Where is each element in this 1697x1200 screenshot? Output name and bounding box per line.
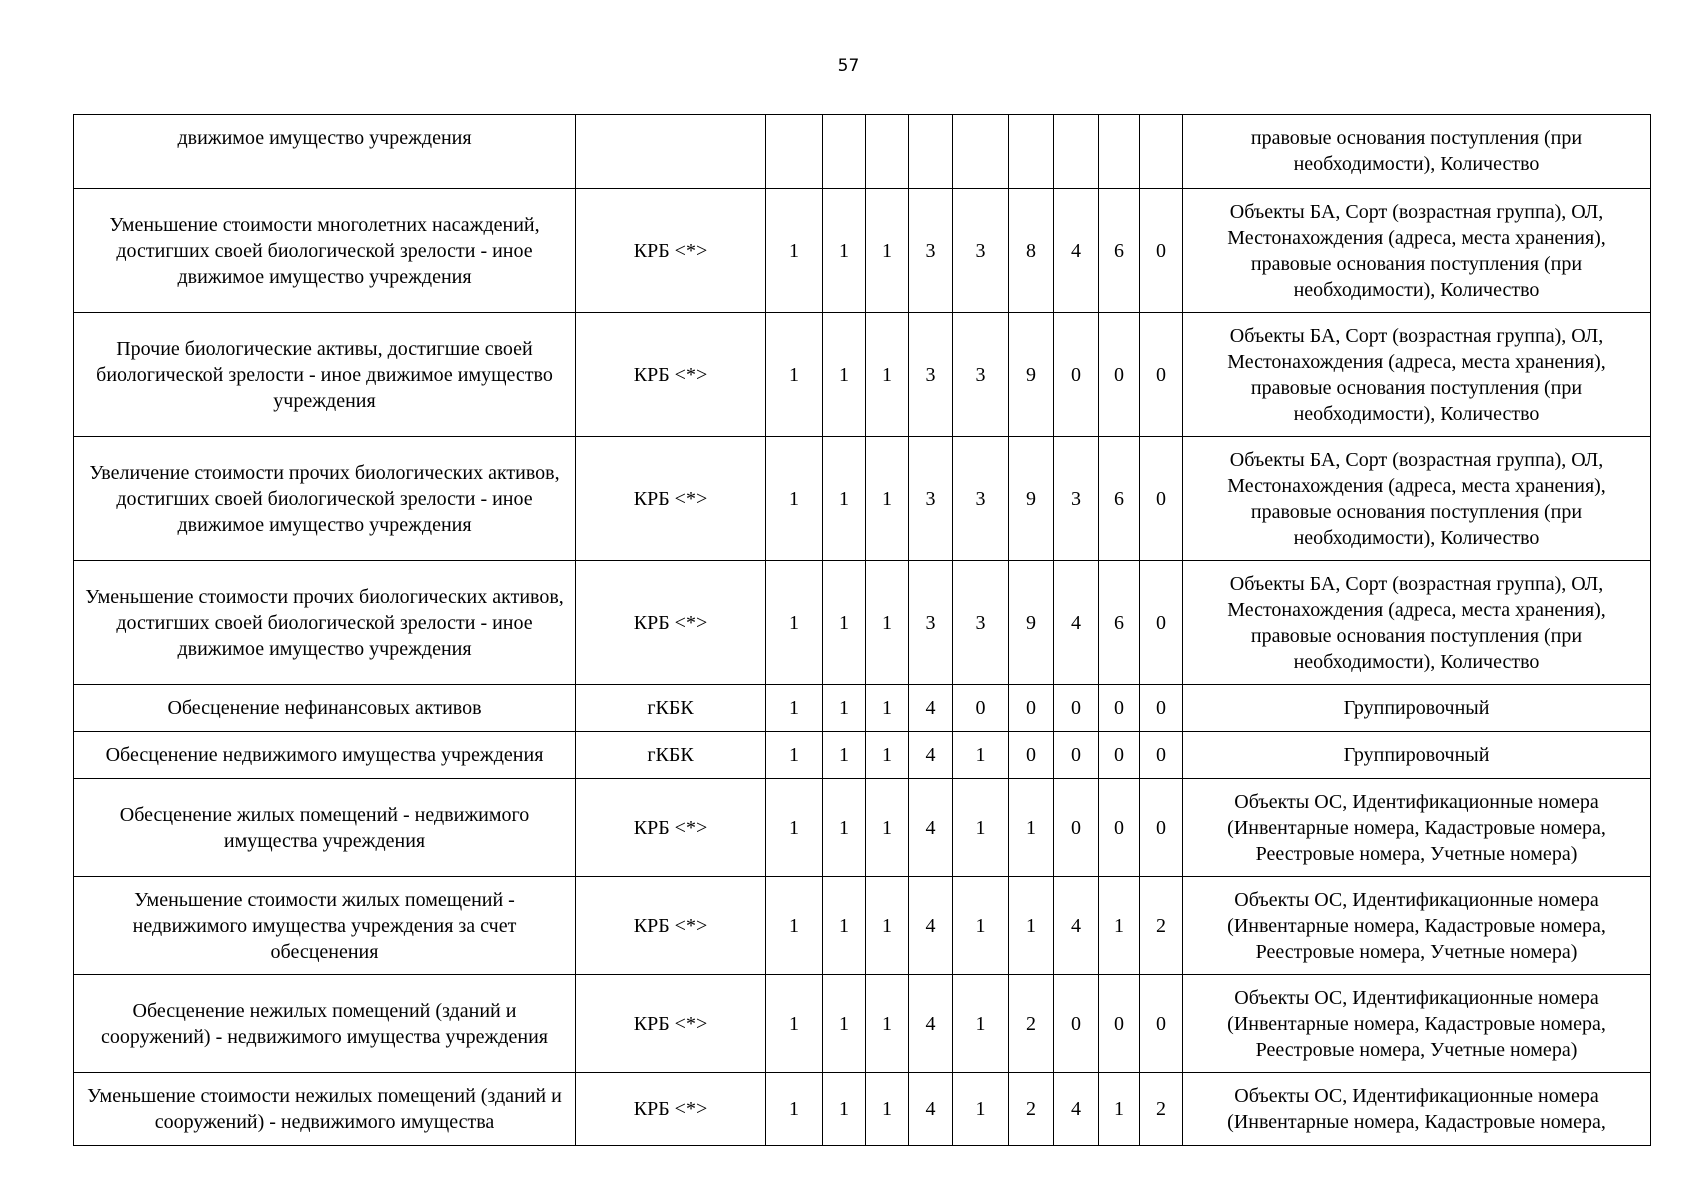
account-name-cell: Прочие биологические активы, достигшие своей биологической зрелости - иное движимое имущество учреждения: [74, 313, 576, 437]
table-body: [74, 115, 1651, 1146]
account-digit-cell: 0: [1099, 975, 1140, 1073]
account-digit-cell: 1: [823, 189, 866, 313]
account-digit-cell: 1: [1009, 779, 1054, 877]
account-digit-cell: 1: [766, 189, 823, 313]
account-name-cell: Обесценение жилых помещений - недвижимого имущества учреждения: [74, 779, 576, 877]
table-row: [74, 313, 1651, 437]
account-digit-cell: 1: [823, 1073, 866, 1146]
account-digit-cell: [909, 115, 953, 189]
account-digit-cell: 0: [1099, 732, 1140, 779]
account-digit-cell: 3: [953, 189, 1009, 313]
account-digit-cell: 4: [909, 732, 953, 779]
account-digit-cell: 0: [1009, 685, 1054, 732]
account-name-cell: Увеличение стоимости прочих биологических активов, достигших своей биологической зрелости - иное движимое имущество учреждения: [74, 437, 576, 561]
account-digit-cell: 9: [1009, 437, 1054, 561]
analytics-cell: Группировочный: [1183, 732, 1651, 779]
account-digit-cell: 1: [866, 313, 909, 437]
account-name-cell: Уменьшение стоимости многолетних насаждений, достигших своей биологической зрелости - иное движимое имущество учреждения: [74, 189, 576, 313]
account-digit-cell: [1099, 115, 1140, 189]
account-digit-cell: 1: [823, 313, 866, 437]
account-digit-cell: 1: [766, 561, 823, 685]
account-digit-cell: 1: [953, 779, 1009, 877]
account-digit-cell: [1009, 115, 1054, 189]
account-type-cell: КРБ <*>: [576, 975, 766, 1073]
account-digit-cell: 0: [1140, 561, 1183, 685]
account-digit-cell: 0: [1054, 732, 1099, 779]
account-digit-cell: 1: [823, 561, 866, 685]
account-digit-cell: 4: [1054, 1073, 1099, 1146]
account-digit-cell: 1: [823, 685, 866, 732]
table-row: [74, 877, 1651, 975]
account-digit-cell: 6: [1099, 437, 1140, 561]
account-type-cell: КРБ <*>: [576, 313, 766, 437]
account-digit-cell: 3: [953, 313, 1009, 437]
account-digit-cell: 1: [823, 975, 866, 1073]
account-digit-cell: 0: [1140, 779, 1183, 877]
account-digit-cell: 4: [1054, 877, 1099, 975]
account-type-cell: КРБ <*>: [576, 779, 766, 877]
table-row: [74, 779, 1651, 877]
account-digit-cell: 1: [953, 975, 1009, 1073]
account-digit-cell: 0: [1140, 685, 1183, 732]
account-digit-cell: 3: [953, 561, 1009, 685]
account-digit-cell: 0: [1099, 685, 1140, 732]
analytics-cell: правовые основания поступления (при необходимости), Количество: [1183, 115, 1651, 189]
account-digit-cell: 2: [1140, 877, 1183, 975]
account-digit-cell: 3: [1054, 437, 1099, 561]
account-digit-cell: [1054, 115, 1099, 189]
account-digit-cell: 0: [1099, 779, 1140, 877]
account-digit-cell: 4: [909, 877, 953, 975]
account-digit-cell: 0: [1054, 685, 1099, 732]
account-digit-cell: 2: [1009, 1073, 1054, 1146]
account-name-cell: Обесценение недвижимого имущества учреждения: [74, 732, 576, 779]
account-digit-cell: 4: [909, 779, 953, 877]
account-name-cell: движимое имущество учреждения: [74, 115, 576, 189]
page-number: 57: [837, 56, 860, 76]
account-digit-cell: [766, 115, 823, 189]
account-digit-cell: 1: [1099, 1073, 1140, 1146]
account-digit-cell: 2: [1009, 975, 1054, 1073]
account-digit-cell: 0: [1140, 437, 1183, 561]
account-type-cell: КРБ <*>: [576, 1073, 766, 1146]
account-name-cell: Уменьшение стоимости жилых помещений - недвижимого имущества учреждения за счет обесценения: [74, 877, 576, 975]
account-digit-cell: 1: [1099, 877, 1140, 975]
account-digit-cell: 0: [1054, 313, 1099, 437]
account-digit-cell: 0: [1009, 732, 1054, 779]
analytics-cell: Объекты ОС, Идентификационные номера (Инвентарные номера, Кадастровые номера, Реестровые номера, Учетные номера): [1183, 877, 1651, 975]
account-digit-cell: 0: [1099, 313, 1140, 437]
account-digit-cell: 1: [766, 732, 823, 779]
account-digit-cell: 6: [1099, 189, 1140, 313]
analytics-cell: Объекты БА, Сорт (возрастная группа), ОЛ, Местонахождения (адреса, места хранения), правовые основания поступления (при необходимости), Количество: [1183, 313, 1651, 437]
account-digit-cell: 0: [1140, 313, 1183, 437]
account-digit-cell: 4: [909, 685, 953, 732]
account-digit-cell: 1: [823, 437, 866, 561]
account-digit-cell: 3: [909, 437, 953, 561]
account-digit-cell: 1: [866, 975, 909, 1073]
account-type-cell: КРБ <*>: [576, 877, 766, 975]
table-row: [74, 437, 1651, 561]
account-digit-cell: 1: [866, 1073, 909, 1146]
analytics-cell: Группировочный: [1183, 685, 1651, 732]
analytics-cell: Объекты БА, Сорт (возрастная группа), ОЛ, Местонахождения (адреса, места хранения), правовые основания поступления (при необходимости), Количество: [1183, 437, 1651, 561]
account-type-cell: гКБК: [576, 685, 766, 732]
table-row: [74, 1073, 1651, 1146]
account-digit-cell: 3: [909, 561, 953, 685]
account-digit-cell: 1: [866, 437, 909, 561]
account-digit-cell: 1: [766, 437, 823, 561]
account-digit-cell: 4: [909, 1073, 953, 1146]
account-digit-cell: 1: [823, 732, 866, 779]
table-row: [74, 975, 1651, 1073]
account-digit-cell: 1: [766, 1073, 823, 1146]
account-digit-cell: 8: [1009, 189, 1054, 313]
account-digit-cell: 1: [953, 1073, 1009, 1146]
account-type-cell: КРБ <*>: [576, 189, 766, 313]
account-digit-cell: 1: [866, 189, 909, 313]
account-digit-cell: 1: [953, 877, 1009, 975]
account-digit-cell: 1: [866, 779, 909, 877]
account-digit-cell: 4: [1054, 561, 1099, 685]
account-digit-cell: 2: [1140, 1073, 1183, 1146]
account-digit-cell: 9: [1009, 313, 1054, 437]
account-digit-cell: 1: [766, 779, 823, 877]
account-digit-cell: 1: [866, 732, 909, 779]
account-digit-cell: 1: [766, 975, 823, 1073]
account-digit-cell: 1: [823, 877, 866, 975]
account-digit-cell: 1: [823, 779, 866, 877]
table-row: [74, 115, 1651, 189]
account-digit-cell: 0: [953, 685, 1009, 732]
account-digit-cell: 0: [1140, 189, 1183, 313]
account-digit-cell: 6: [1099, 561, 1140, 685]
account-digit-cell: [866, 115, 909, 189]
analytics-cell: Объекты ОС, Идентификационные номера (Инвентарные номера, Кадастровые номера, Реестровые номера, Учетные номера): [1183, 779, 1651, 877]
analytics-cell: Объекты ОС, Идентификационные номера (Инвентарные номера, Кадастровые номера,: [1183, 1073, 1651, 1146]
account-name-cell: Уменьшение стоимости нежилых помещений (зданий и сооружений) - недвижимого имущества: [74, 1073, 576, 1146]
account-type-cell: гКБК: [576, 732, 766, 779]
account-name-cell: Уменьшение стоимости прочих биологических активов, достигших своей биологической зрелости - иное движимое имущество учреждения: [74, 561, 576, 685]
account-digit-cell: 1: [953, 732, 1009, 779]
account-digit-cell: 3: [909, 313, 953, 437]
account-digit-cell: 1: [766, 685, 823, 732]
analytics-cell: Объекты БА, Сорт (возрастная группа), ОЛ, Местонахождения (адреса, места хранения), правовые основания поступления (при необходимости), Количество: [1183, 561, 1651, 685]
account-type-cell: КРБ <*>: [576, 561, 766, 685]
table-row: [74, 732, 1651, 779]
account-digit-cell: [953, 115, 1009, 189]
analytics-cell: Объекты БА, Сорт (возрастная группа), ОЛ, Местонахождения (адреса, места хранения), правовые основания поступления (при необходимости), Количество: [1183, 189, 1651, 313]
account-digit-cell: 1: [766, 877, 823, 975]
account-digit-cell: 3: [953, 437, 1009, 561]
analytics-cell: Объекты ОС, Идентификационные номера (Инвентарные номера, Кадастровые номера, Реестровые номера, Учетные номера): [1183, 975, 1651, 1073]
account-type-cell: КРБ <*>: [576, 437, 766, 561]
account-digit-cell: 1: [866, 877, 909, 975]
account-digit-cell: 3: [909, 189, 953, 313]
account-name-cell: Обесценение нефинансовых активов: [74, 685, 576, 732]
account-digit-cell: 4: [909, 975, 953, 1073]
account-digit-cell: 4: [1054, 189, 1099, 313]
account-digit-cell: 1: [866, 685, 909, 732]
account-digit-cell: 1: [766, 313, 823, 437]
table-row: [74, 685, 1651, 732]
account-type-cell: [576, 115, 766, 189]
accounts-table: [73, 114, 1651, 1146]
account-name-cell: Обесценение нежилых помещений (зданий и сооружений) - недвижимого имущества учреждения: [74, 975, 576, 1073]
account-digit-cell: 9: [1009, 561, 1054, 685]
account-digit-cell: [823, 115, 866, 189]
table-row: [74, 561, 1651, 685]
table-row: [74, 189, 1651, 313]
account-digit-cell: 1: [866, 561, 909, 685]
account-digit-cell: 0: [1054, 975, 1099, 1073]
account-digit-cell: [1140, 115, 1183, 189]
account-digit-cell: 0: [1054, 779, 1099, 877]
account-digit-cell: 1: [1009, 877, 1054, 975]
account-digit-cell: 0: [1140, 732, 1183, 779]
account-digit-cell: 0: [1140, 975, 1183, 1073]
